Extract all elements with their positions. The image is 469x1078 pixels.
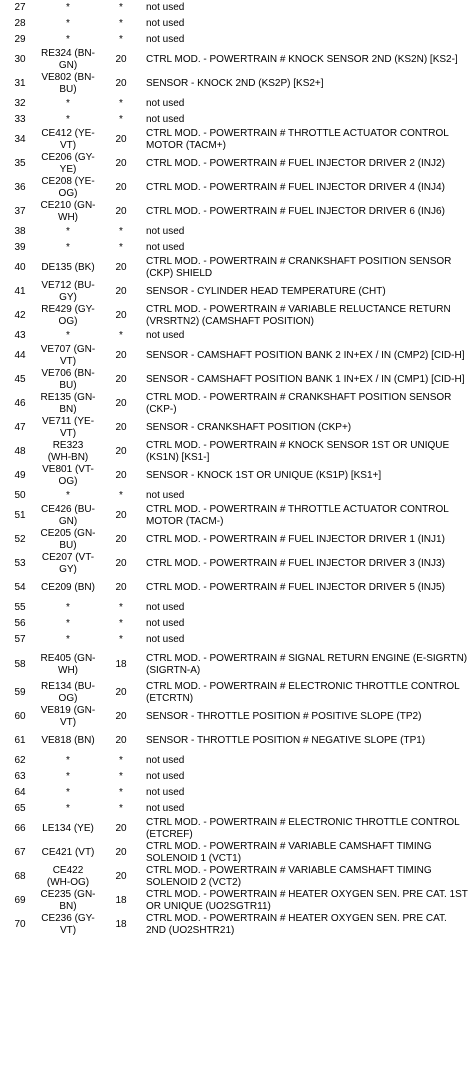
- circuit-code: *: [66, 34, 70, 45]
- circuit-code: RE323 (WH-BN): [47, 440, 89, 463]
- wire-gauge: 20: [115, 374, 127, 385]
- circuit-code: CE206 (GY-YE): [41, 152, 95, 175]
- circuit-description: not used: [146, 226, 185, 237]
- wire-gauge: 20: [115, 54, 127, 65]
- circuit-description: CTRL MOD. - POWERTRAIN # ELECTRONIC THROTTLE CONTROL (ETCREF): [146, 817, 460, 840]
- circuit-description: CTRL MOD. - POWERTRAIN # KNOCK SENSOR 1ST OR UNIQUE (KS1N) [KS1-]: [146, 440, 450, 463]
- pin-number: 63: [14, 771, 26, 782]
- wire-gauge: 20: [115, 687, 127, 698]
- circuit-code: *: [66, 242, 70, 253]
- circuit-description: not used: [146, 771, 185, 782]
- circuit-code: CE426 (BU-GN): [41, 504, 95, 527]
- circuit-description: not used: [146, 634, 185, 645]
- circuit-code: RE135 (GN-BN): [40, 392, 96, 415]
- pin-number: 57: [14, 634, 26, 645]
- circuit-description: CTRL MOD. - POWERTRAIN # VARIABLE CAMSHAFT TIMING SOLENOID 1 (VCT1): [146, 841, 432, 864]
- circuit-description: SENSOR - KNOCK 1ST OR UNIQUE (KS1P) [KS1+]: [146, 470, 382, 481]
- circuit-code: *: [66, 771, 70, 782]
- pin-number: 64: [14, 787, 26, 798]
- circuit-code: *: [66, 787, 70, 798]
- table-row: [0, 841, 469, 865]
- table-row: [0, 72, 469, 96]
- circuit-code: CE422 (WH-OG): [46, 865, 90, 888]
- circuit-code: VE819 (GN-VT): [40, 705, 96, 728]
- circuit-code: CE421 (VT): [41, 847, 95, 858]
- table-row: [0, 552, 469, 576]
- pin-number: 41: [14, 286, 26, 297]
- circuit-code: CE210 (GN-WH): [40, 200, 96, 223]
- pin-number: 46: [14, 398, 26, 409]
- circuit-description: CTRL MOD. - POWERTRAIN # VARIABLE RELUCTANCE RETURN (VRSRTN2) (CAMSHAFT POSITION): [146, 304, 451, 327]
- circuit-description: not used: [146, 242, 185, 253]
- wire-gauge: *: [119, 618, 123, 629]
- circuit-code: VE801 (VT-OG): [42, 464, 94, 487]
- circuit-code: RE429 (GY-OG): [41, 304, 95, 327]
- table-row: [0, 344, 469, 368]
- circuit-description: not used: [146, 755, 185, 766]
- table-row: [0, 729, 469, 753]
- pin-number: 52: [14, 534, 26, 545]
- circuit-description: SENSOR - KNOCK 2ND (KS2P) [KS2+]: [146, 78, 324, 89]
- pin-number: 70: [14, 919, 26, 930]
- pin-number: 33: [14, 114, 26, 125]
- wire-gauge: 20: [115, 510, 127, 521]
- circuit-code: *: [66, 602, 70, 613]
- circuit-code: VE707 (GN-VT): [40, 344, 96, 367]
- table-row: [0, 304, 469, 328]
- pin-number: 65: [14, 803, 26, 814]
- pin-number: 42: [14, 310, 26, 321]
- circuit-description: not used: [146, 618, 185, 629]
- pin-number: 29: [14, 34, 26, 45]
- table-row: [0, 632, 469, 648]
- circuit-description: not used: [146, 602, 185, 613]
- wire-gauge: 20: [115, 558, 127, 569]
- table-row: [0, 112, 469, 128]
- wire-gauge: 20: [115, 350, 127, 361]
- wire-gauge: *: [119, 803, 123, 814]
- wire-gauge: 20: [115, 534, 127, 545]
- pin-number: 67: [14, 847, 26, 858]
- wire-gauge: *: [119, 226, 123, 237]
- circuit-description: SENSOR - CAMSHAFT POSITION BANK 2 IN+EX / IN (CMP2) [CID-H]: [146, 350, 465, 361]
- wire-gauge: *: [119, 602, 123, 613]
- circuit-description: SENSOR - CAMSHAFT POSITION BANK 1 IN+EX / IN (CMP1) [CID-H]: [146, 374, 465, 385]
- wire-gauge: *: [119, 2, 123, 13]
- circuit-description: CTRL MOD. - POWERTRAIN # FUEL INJECTOR DRIVER 4 (INJ4): [146, 182, 445, 193]
- wire-gauge: 20: [115, 206, 127, 217]
- circuit-code: VE818 (BN): [41, 735, 95, 746]
- circuit-description: CTRL MOD. - POWERTRAIN # CRANKSHAFT POSITION SENSOR (CKP-): [146, 392, 452, 415]
- table-row: [0, 200, 469, 224]
- wire-gauge: 20: [115, 182, 127, 193]
- table-row: [0, 152, 469, 176]
- wire-gauge: 20: [115, 582, 127, 593]
- pin-number: 35: [14, 158, 26, 169]
- circuit-code: VE706 (BN-BU): [41, 368, 95, 391]
- wire-gauge: 20: [115, 422, 127, 433]
- circuit-code: CE209 (BN): [41, 582, 95, 593]
- pin-number: 34: [14, 134, 26, 145]
- circuit-description: not used: [146, 98, 185, 109]
- circuit-code: *: [66, 618, 70, 629]
- wire-gauge: 20: [115, 847, 127, 858]
- table-row: [0, 32, 469, 48]
- pin-number: 55: [14, 602, 26, 613]
- circuit-description: not used: [146, 803, 185, 814]
- table-row: [0, 48, 469, 72]
- circuit-description: CTRL MOD. - POWERTRAIN # VARIABLE CAMSHAFT TIMING SOLENOID 2 (VCT2): [146, 865, 432, 888]
- circuit-description: not used: [146, 2, 185, 13]
- wire-gauge: 20: [115, 398, 127, 409]
- circuit-code: *: [66, 226, 70, 237]
- wire-gauge: 20: [115, 134, 127, 145]
- circuit-description: not used: [146, 490, 185, 501]
- circuit-description: CTRL MOD. - POWERTRAIN # FUEL INJECTOR DRIVER 5 (INJ5): [146, 582, 445, 593]
- circuit-code: *: [66, 755, 70, 766]
- circuit-code: CE207 (VT-GY): [41, 552, 95, 575]
- table-row: [0, 616, 469, 632]
- circuit-description: CTRL MOD. - POWERTRAIN # THROTTLE ACTUATOR CONTROL MOTOR (TACM+): [146, 128, 449, 151]
- circuit-description: not used: [146, 330, 185, 341]
- circuit-code: *: [66, 98, 70, 109]
- table-row: [0, 0, 469, 16]
- circuit-description: SENSOR - CRANKSHAFT POSITION (CKP+): [146, 422, 352, 433]
- pin-number: 32: [14, 98, 26, 109]
- circuit-description: CTRL MOD. - POWERTRAIN # HEATER OXYGEN SEN. PRE CAT. 1ST OR UNIQUE (UO2SGTR11): [146, 889, 468, 912]
- table-row: [0, 128, 469, 152]
- wire-gauge: 20: [115, 310, 127, 321]
- wire-gauge: 18: [115, 658, 127, 670]
- pin-number: 59: [14, 687, 26, 698]
- circuit-code: *: [66, 2, 70, 13]
- pin-number: 66: [14, 823, 26, 834]
- circuit-description: CTRL MOD. - POWERTRAIN # KNOCK SENSOR 2ND (KS2N) [KS2-]: [146, 54, 458, 65]
- wire-gauge: *: [119, 771, 123, 782]
- table-row: [0, 801, 469, 817]
- wire-gauge: 20: [115, 286, 127, 297]
- wire-gauge: *: [119, 490, 123, 501]
- circuit-code: *: [66, 330, 70, 341]
- circuit-description: CTRL MOD. - POWERTRAIN # SIGNAL RETURN ENGINE (E-SIGRTN) (SIGRTN-A): [146, 652, 468, 676]
- table-row: [0, 785, 469, 801]
- table-row: [0, 576, 469, 600]
- wire-gauge: 20: [115, 78, 127, 89]
- circuit-description: not used: [146, 114, 185, 125]
- wire-gauge: 20: [115, 871, 127, 882]
- circuit-code: LE134 (YE): [42, 823, 94, 834]
- pin-number: 40: [14, 262, 26, 273]
- circuit-code: RE324 (BN-GN): [41, 48, 95, 71]
- pin-number: 30: [14, 54, 26, 65]
- table-row: [0, 753, 469, 769]
- pin-number: 51: [14, 510, 26, 521]
- circuit-code: VE802 (BN-BU): [41, 72, 95, 95]
- wire-gauge: *: [119, 114, 123, 125]
- wire-gauge: *: [119, 330, 123, 341]
- table-row: [0, 705, 469, 729]
- circuit-description: CTRL MOD. - POWERTRAIN # FUEL INJECTOR DRIVER 3 (INJ3): [146, 558, 445, 569]
- wire-gauge: *: [119, 787, 123, 798]
- pin-number: 43: [14, 330, 26, 341]
- circuit-code: CE235 (GN-BN): [40, 889, 96, 912]
- circuit-code: *: [66, 634, 70, 645]
- circuit-code: *: [66, 803, 70, 814]
- pin-number: 45: [14, 374, 26, 385]
- table-row: [0, 648, 469, 681]
- pin-number: 61: [14, 735, 26, 746]
- pin-number: 37: [14, 206, 26, 217]
- wire-gauge: 18: [115, 895, 127, 906]
- pin-number: 49: [14, 470, 26, 481]
- pin-number: 31: [14, 78, 26, 89]
- table-row: [0, 240, 469, 256]
- table-row: [0, 416, 469, 440]
- circuit-code: CE208 (YE-OG): [41, 176, 95, 199]
- wire-gauge: *: [119, 18, 123, 29]
- table-row: [0, 16, 469, 32]
- wire-gauge: 20: [115, 735, 127, 746]
- table-row: [0, 392, 469, 416]
- pin-number: 54: [14, 582, 26, 593]
- pin-number: 48: [14, 446, 26, 457]
- pin-number: 28: [14, 18, 26, 29]
- pin-number: 38: [14, 226, 26, 237]
- circuit-description: CTRL MOD. - POWERTRAIN # FUEL INJECTOR DRIVER 6 (INJ6): [146, 206, 445, 217]
- wire-gauge: 20: [115, 470, 127, 481]
- circuit-code: *: [66, 114, 70, 125]
- table-row: [0, 224, 469, 240]
- circuit-description: CTRL MOD. - POWERTRAIN # THROTTLE ACTUATOR CONTROL MOTOR (TACM-): [146, 504, 449, 527]
- pin-number: 39: [14, 242, 26, 253]
- pin-number: 36: [14, 182, 26, 193]
- table-row: [0, 865, 469, 889]
- table-row: [0, 176, 469, 200]
- pin-number: 53: [14, 558, 26, 569]
- wire-gauge: *: [119, 34, 123, 45]
- pin-number: 27: [14, 2, 26, 13]
- wire-gauge: 20: [115, 158, 127, 169]
- table-row: [0, 488, 469, 504]
- wire-gauge: *: [119, 98, 123, 109]
- table-row: [0, 913, 469, 937]
- table-row: [0, 256, 469, 280]
- pin-number: 68: [14, 871, 26, 882]
- wire-gauge: 20: [115, 262, 127, 273]
- circuit-description: CTRL MOD. - POWERTRAIN # FUEL INJECTOR DRIVER 1 (INJ1): [146, 534, 445, 545]
- circuit-description: SENSOR - THROTTLE POSITION # NEGATIVE SLOPE (TP1): [146, 735, 426, 746]
- circuit-description: CTRL MOD. - POWERTRAIN # HEATER OXYGEN SEN. PRE CAT. 2ND (UO2SHTR21): [146, 913, 447, 936]
- circuit-code: CE236 (GY-VT): [41, 913, 95, 936]
- table-row: [0, 600, 469, 616]
- circuit-code: RE405 (GN-WH): [40, 652, 96, 676]
- table-row: [0, 504, 469, 528]
- table-row: [0, 889, 469, 913]
- circuit-code: VE711 (YE-VT): [41, 416, 95, 439]
- pin-number: 56: [14, 618, 26, 629]
- circuit-code: RE134 (BU-OG): [41, 681, 95, 704]
- table-row: [0, 769, 469, 785]
- pin-number: 69: [14, 895, 26, 906]
- pin-number: 60: [14, 711, 26, 722]
- table-row: [0, 368, 469, 392]
- wire-gauge: *: [119, 755, 123, 766]
- circuit-code: CE205 (GN-BU): [40, 528, 96, 551]
- pin-number: 44: [14, 350, 26, 361]
- pin-number: 50: [14, 490, 26, 501]
- circuit-description: CTRL MOD. - POWERTRAIN # ELECTRONIC THROTTLE CONTROL (ETCRTN): [146, 681, 460, 704]
- circuit-description: SENSOR - CYLINDER HEAD TEMPERATURE (CHT): [146, 286, 386, 297]
- table-row: [0, 328, 469, 344]
- wire-gauge: *: [119, 634, 123, 645]
- table-row: [0, 681, 469, 705]
- circuit-code: DE135 (BK): [41, 262, 95, 273]
- circuit-description: not used: [146, 787, 185, 798]
- circuit-code: VE712 (BU-GY): [41, 280, 95, 303]
- wire-gauge: 20: [115, 711, 127, 722]
- wire-gauge: *: [119, 242, 123, 253]
- circuit-code: *: [66, 18, 70, 29]
- table-row: [0, 464, 469, 488]
- circuit-description: CTRL MOD. - POWERTRAIN # FUEL INJECTOR DRIVER 2 (INJ2): [146, 158, 445, 169]
- wire-gauge: 20: [115, 823, 127, 834]
- table-row: [0, 280, 469, 304]
- pin-number: 47: [14, 422, 26, 433]
- circuit-description: SENSOR - THROTTLE POSITION # POSITIVE SLOPE (TP2): [146, 711, 422, 722]
- circuit-code: CE412 (YE-VT): [41, 128, 95, 151]
- table-row: [0, 528, 469, 552]
- pin-number: 62: [14, 755, 26, 766]
- table-row: [0, 817, 469, 841]
- circuit-code: *: [66, 490, 70, 501]
- circuit-description: CTRL MOD. - POWERTRAIN # CRANKSHAFT POSITION SENSOR (CKP) SHIELD: [146, 256, 452, 279]
- wire-gauge: 18: [115, 919, 127, 930]
- circuit-description: not used: [146, 34, 185, 45]
- pin-number: 58: [14, 658, 26, 670]
- table-row: [0, 96, 469, 112]
- circuit-description: not used: [146, 18, 185, 29]
- wire-gauge: 20: [115, 446, 127, 457]
- table-row: [0, 440, 469, 464]
